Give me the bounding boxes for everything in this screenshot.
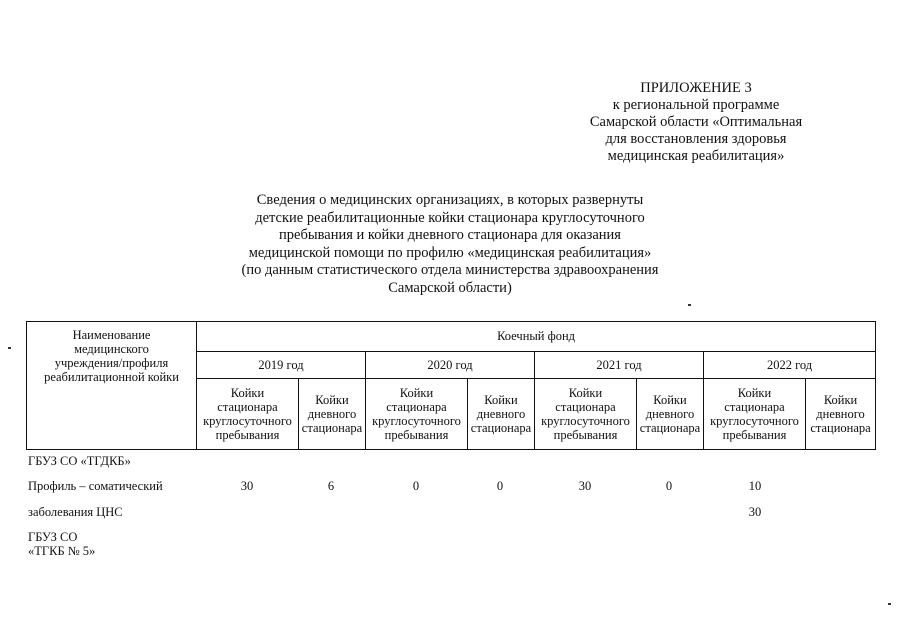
row-label: Профиль – соматический bbox=[28, 479, 163, 493]
value-cell: 30 bbox=[578, 479, 592, 493]
value-cell: 0 bbox=[412, 479, 420, 493]
row-label: ГБУЗ СО «ТГДКБ» bbox=[28, 454, 131, 468]
value-cell: 10 bbox=[748, 479, 762, 493]
value-cell: 30 bbox=[748, 505, 762, 519]
value-cell: 30 bbox=[240, 479, 254, 493]
column-header-day-hospital: Койки дневного стационара bbox=[806, 379, 876, 450]
year-header-2022: 2022 год bbox=[704, 351, 876, 379]
year-header-2019: 2019 год bbox=[197, 351, 366, 379]
appendix-line: для восстановления здоровья bbox=[605, 131, 787, 147]
column-header-round-the-clock: Койки стационара круглосуточного пребывания bbox=[704, 379, 806, 450]
column-header-day-hospital: Койки дневного стационара bbox=[468, 379, 535, 450]
row-label: ГБУЗ СО «ТГКБ № 5» bbox=[28, 530, 96, 558]
row-label: заболевания ЦНС bbox=[28, 505, 123, 519]
appendix-block bbox=[546, 80, 846, 165]
column-header-day-hospital: Койки дневного стационара bbox=[299, 379, 366, 450]
value-cell: 0 bbox=[496, 479, 504, 493]
bed-fund-table-header bbox=[26, 321, 876, 450]
appendix-line: к региональной программе bbox=[612, 97, 780, 113]
appendix-line: медицинская реабилитация» bbox=[607, 148, 785, 164]
appendix-line: Самарской области «Оптимальная bbox=[589, 114, 803, 130]
heading-line: Сведения о медицинских организациях, в которых развернуты bbox=[256, 192, 644, 208]
heading-line: медицинской помощи по профилю «медицинская реабилитация» bbox=[248, 244, 652, 261]
heading-line: детские реабилитационные койки стационара круглосуточного bbox=[255, 209, 645, 226]
heading-line: Самарской области) bbox=[388, 279, 512, 296]
year-header-2020: 2020 год bbox=[366, 351, 535, 379]
value-cell: 0 bbox=[665, 479, 673, 493]
value-cell: 6 bbox=[327, 479, 335, 493]
column-header-day-hospital: Койки дневного стационара bbox=[637, 379, 704, 450]
heading-line: пребывания и койки дневного стационара для оказания bbox=[279, 227, 621, 243]
scan-speck bbox=[688, 304, 691, 306]
institution-column-header: Наименование медицинского учреждения/профиля реабилитационной койки bbox=[27, 322, 197, 450]
column-header-round-the-clock: Койки стационара круглосуточного пребывания bbox=[197, 379, 299, 450]
column-header-round-the-clock: Койки стационара круглосуточного пребывания bbox=[366, 379, 468, 450]
appendix-line: ПРИЛОЖЕНИЕ 3 bbox=[640, 80, 752, 96]
bed-fund-header: Коечный фонд bbox=[197, 322, 876, 352]
document-heading bbox=[200, 192, 700, 297]
year-header-2021: 2021 год bbox=[535, 351, 704, 379]
scan-speck bbox=[888, 603, 891, 605]
heading-line: (по данным статистического отдела министерства здравоохранения bbox=[241, 262, 659, 278]
column-header-round-the-clock: Койки стационара круглосуточного пребывания bbox=[535, 379, 637, 450]
scan-speck bbox=[8, 347, 11, 349]
